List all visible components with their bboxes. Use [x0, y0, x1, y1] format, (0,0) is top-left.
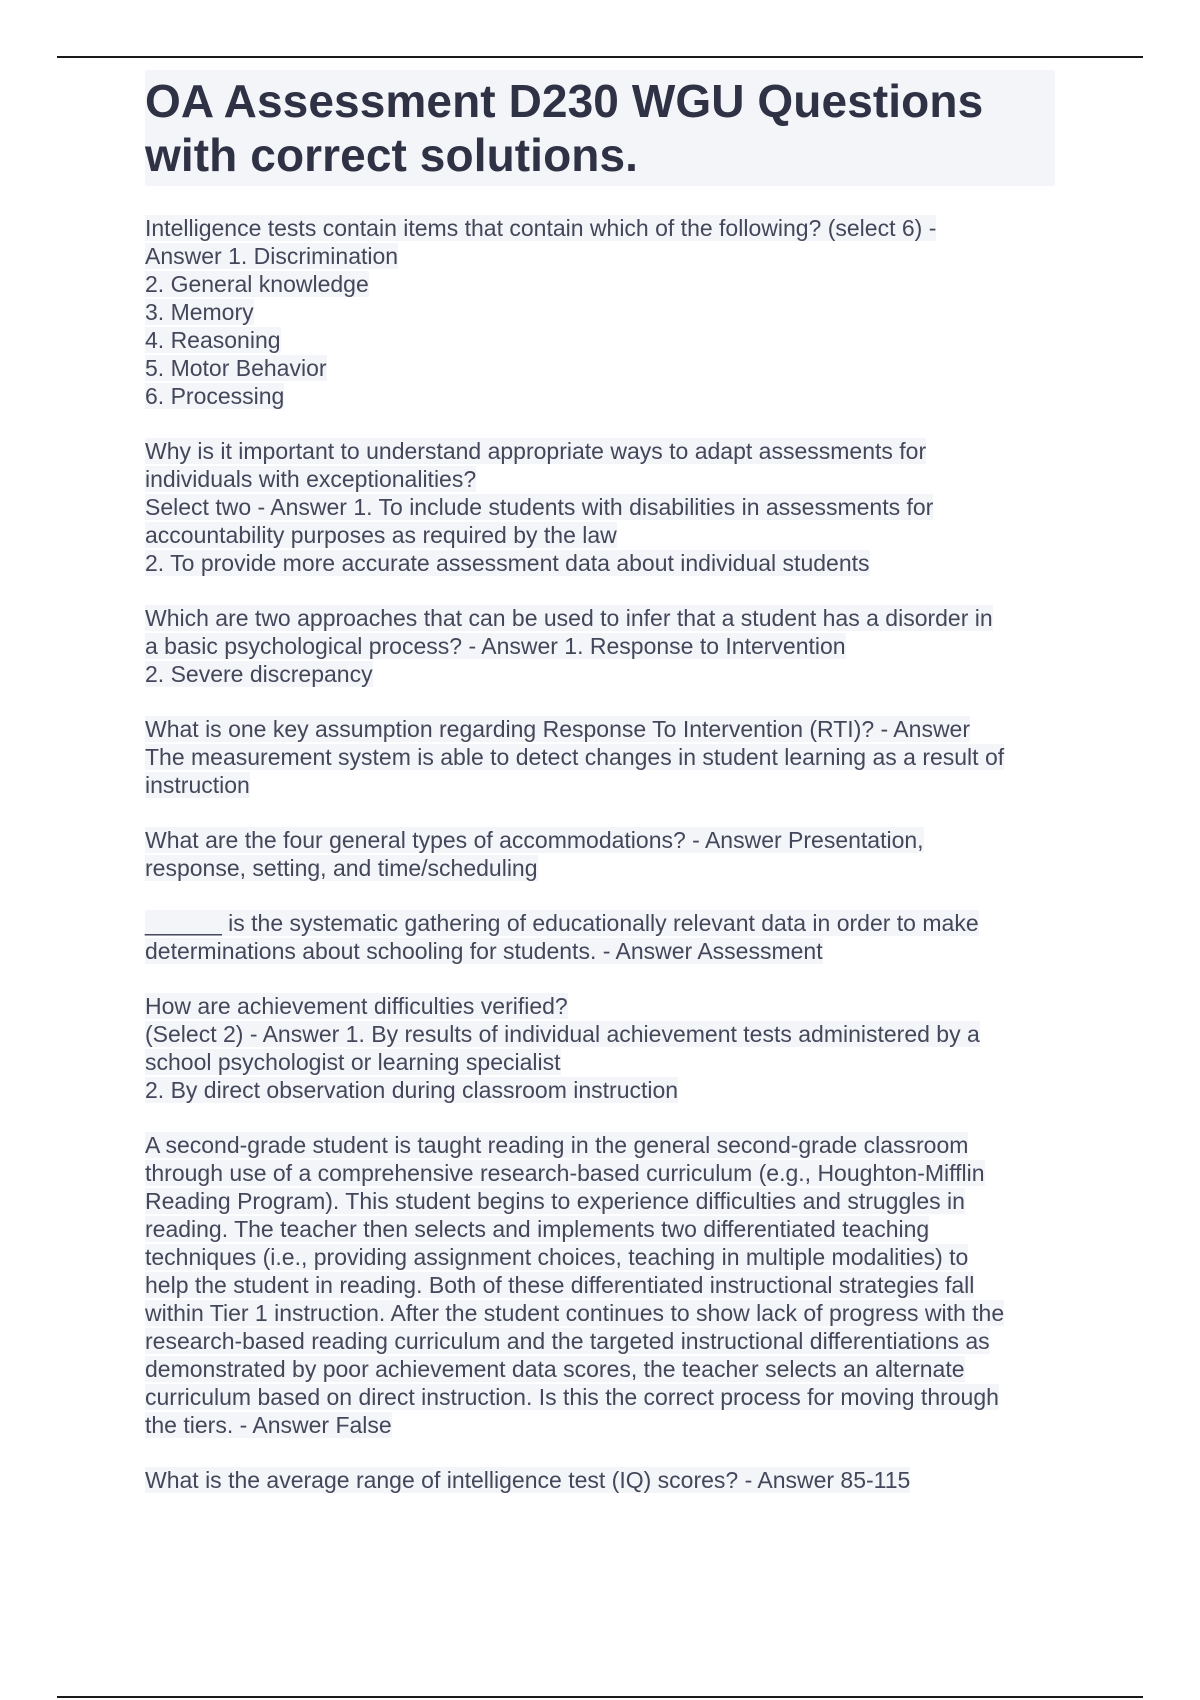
document-body — [145, 70, 1055, 1494]
top-rule — [57, 56, 1143, 58]
qa-item — [145, 1131, 1055, 1439]
qa-item — [145, 214, 1055, 410]
qa-text: What are the four general types of accommodations? - Answer Presentation, response, setting, and time/scheduling — [145, 827, 924, 881]
qa-text: Which are two approaches that can be used to infer that a student has a disorder in a basic psychological process? - Answer 1. Response to Intervention 2. Severe discrepancy — [145, 605, 993, 687]
page-title: OA Assessment D230 WGU Questions with correct solutions. — [145, 70, 1055, 186]
qa-text: How are achievement difficulties verified? (Select 2) - Answer 1. By results of individual achievement tests administered by a school psychologist or learning specialist 2. By direct observation during classroom instruction — [145, 993, 980, 1103]
qa-text: What is the average range of intelligence test (IQ) scores? - Answer 85-115 — [145, 1467, 911, 1493]
qa-item — [145, 909, 1055, 965]
qa-text: Why is it important to understand appropriate ways to adapt assessments for individuals with exceptionalities? Select two - Answer 1. To include students with disabilities in assessments for accountability purposes as required by the law 2. To provide more accurate assessment data about individual students — [145, 438, 934, 576]
qa-item — [145, 604, 1055, 688]
qa-item — [145, 826, 1055, 882]
qa-item — [145, 992, 1055, 1104]
qa-item — [145, 715, 1055, 799]
qa-text: ______ is the systematic gathering of educationally relevant data in order to make determinations about schooling for students. - Answer Assessment — [145, 910, 979, 964]
qa-list — [145, 214, 1055, 1494]
qa-item — [145, 1466, 1055, 1494]
bottom-rule — [57, 1696, 1143, 1698]
qa-text: A second-grade student is taught reading in the general second-grade classroom through use of a comprehensive research-based curriculum (e.g., Houghton-Mifflin Reading Program). This student begins to experience difficulties and struggles in reading. The teacher then selects and implements two differentiated teaching techniques (i.e., providing assignment choices, teaching in multiple modalities) to help the student in reading. Both of these differentiated instructional strategies fall within Tier 1 instruction. After the student continues to show lack of progress with the research-based reading curriculum and the targeted instructional differentiations as demonstrated by poor achievement data scores, the teacher selects an alternate curriculum based on direct instruction. Is this the correct process for moving through the tiers. - Answer False — [145, 1132, 1005, 1438]
qa-text: What is one key assumption regarding Response To Intervention (RTI)? - Answer The measurement system is able to detect changes in student learning as a result of instruction — [145, 716, 1005, 798]
qa-text: Intelligence tests contain items that contain which of the following? (select 6) - Answer 1. Discrimination 2. General knowledge 3. Memory 4. Reasoning 5. Motor Behavior 6. Processing — [145, 215, 937, 409]
qa-item — [145, 437, 1055, 577]
